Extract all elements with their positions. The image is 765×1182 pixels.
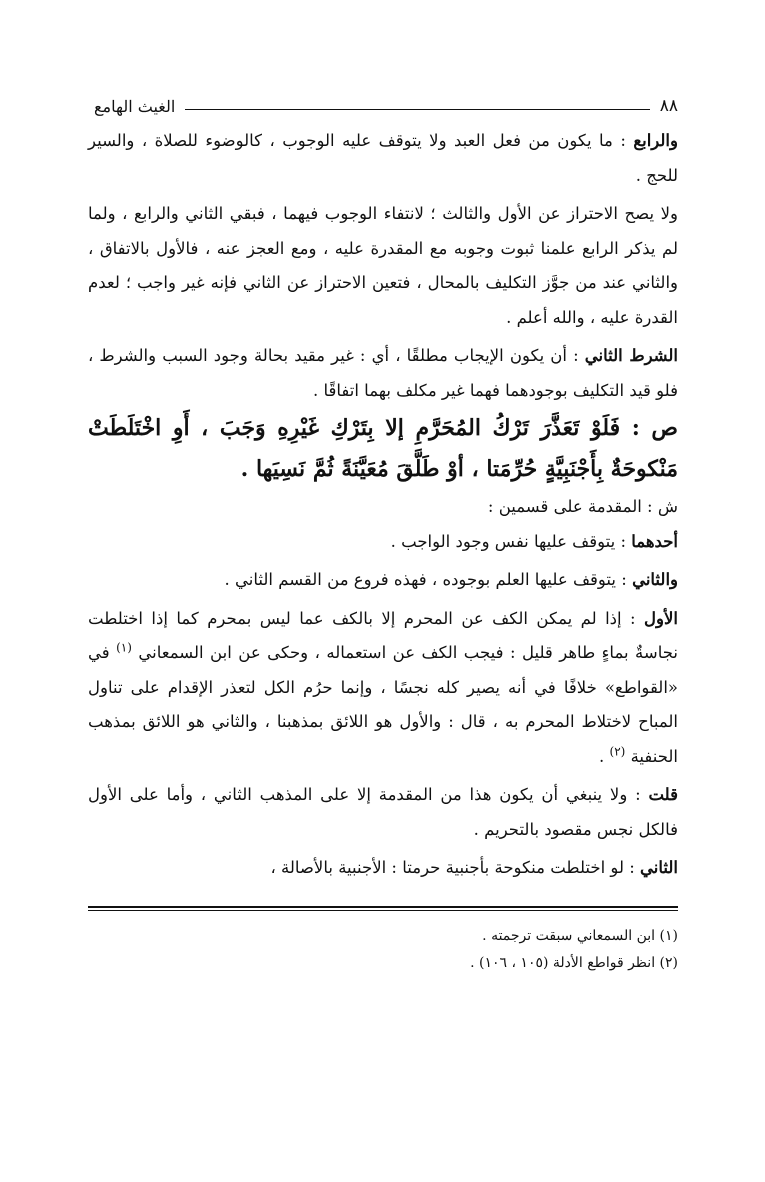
paragraph [88,563,678,598]
paragraph-text: : يتوقف عليها العلم بوجوده ، فهذه فروع من القسم الثاني . [224,570,633,589]
paragraph-label: الثاني [640,858,678,877]
paragraph-text: ش : المقدمة على قسمين : [487,497,678,516]
paragraph [88,602,678,775]
paragraph [88,490,678,525]
footnote-ref: (٢) [609,744,626,758]
paragraph [88,124,678,193]
page-body [88,124,678,886]
paragraph-label: الأول [644,608,678,628]
footnote-ref: (١) [116,640,132,655]
paragraph-text: : يتوقف عليها نفس وجود الواجب . [390,531,632,551]
running-title: الغيث الهامع [94,97,176,116]
paragraph-label: أحدهما [631,531,678,551]
paragraph [88,197,678,335]
paragraph-text: : لو اختلطت منكوحة بأجنبية حرمتا : الأجنبية بالأصالة ، [270,858,641,877]
paragraph-text: : إذا لم يمكن الكف عن المحرم إلا بالكف عما ليس بمحرم كما إذا اختلطت نجاسةٌ بماءٍ طاهر قليل : فيجب الكف عن استعماله ، وحكى عن ابن السمعاني [88,608,678,662]
header-rule [185,109,649,110]
paragraph [88,339,678,408]
paragraph-text: ولا يصح الاحتراز عن الأول والثالث ؛ لانتفاء الوجوب فيهما ، فبقي الثاني والرابع ، ولما لم يذكر الرابع علمنا ثبوت وجوبه مع المقدرة عليه ، ومع العجز عنه ، فالأول بالاتفاق ، والثاني عند من جوَّز التكليف بالمحال ، فتعين الاحتراز عن الثاني فإنه غير واجب ؛ لعدم القدرة عليه ، والله أعلم . [88,204,678,327]
paragraph-text: . [599,746,610,766]
paragraph-text: في «القواطع» خلافًا في أنه يصير كله نجسًا ، وإنما حرُم الكل لتعذر الإقدام على تناول المباح لاختلاط المحرم به ، قال : والأول هو اللائق بمذهبنا ، والثاني هو اللائق بمذهب الحنفية [88,643,679,766]
footnote: (١) ابن السمعاني سبقت ترجمته . [482,927,678,944]
paragraph [88,851,678,886]
paragraph-text: : أن يكون الإيجاب مطلقًا ، أي : غير مقيد بحالة وجود السبب والشرط ، فلو قيد التكليف بوجودهما فهما غير مكلف بهما اتفاقًا . [88,346,678,400]
paragraph-label: والرابع [633,131,678,150]
page-number: ٨٨ [659,96,678,116]
footnote: (٢) انظر قواطع الأدلة (١٠٥ ، ١٠٦) . [470,954,678,971]
running-header [88,88,678,116]
book-page [88,88,678,977]
paragraph-label: والثاني [632,570,678,589]
paragraph-label: الشرط الثاني [584,346,679,365]
footnote-separator [88,906,678,911]
matn-text: ص : فَلَوْ تَعَذَّرَ تَرْكُ المُحَرَّمِ إلا بِتَرْكِ غَيْرِهِ وَجَبَ ، أَوِ اخْتَلَطَتْ مَنْكوحَةٌ بِأَجْنَبِيَّةٍ حُرِّمَتا ، أوْ طَلَّقَ مُعَيَّنَةً ثُمَّ نَسِيَها . [88,415,678,482]
paragraph-label: قلت [648,785,678,804]
footnotes [88,923,678,977]
paragraph [88,525,678,560]
paragraph-text: : ولا ينبغي أن يكون هذا من المقدمة إلا على المذهب الثاني ، وأما على الأول فالكل نجس مقصود بالتحريم . [88,785,678,839]
paragraph-text: : ما يكون من فعل العبد ولا يتوقف عليه الوجوب ، كالوضوء للصلاة ، والسير للحج . [88,131,678,185]
paragraph [88,778,678,847]
